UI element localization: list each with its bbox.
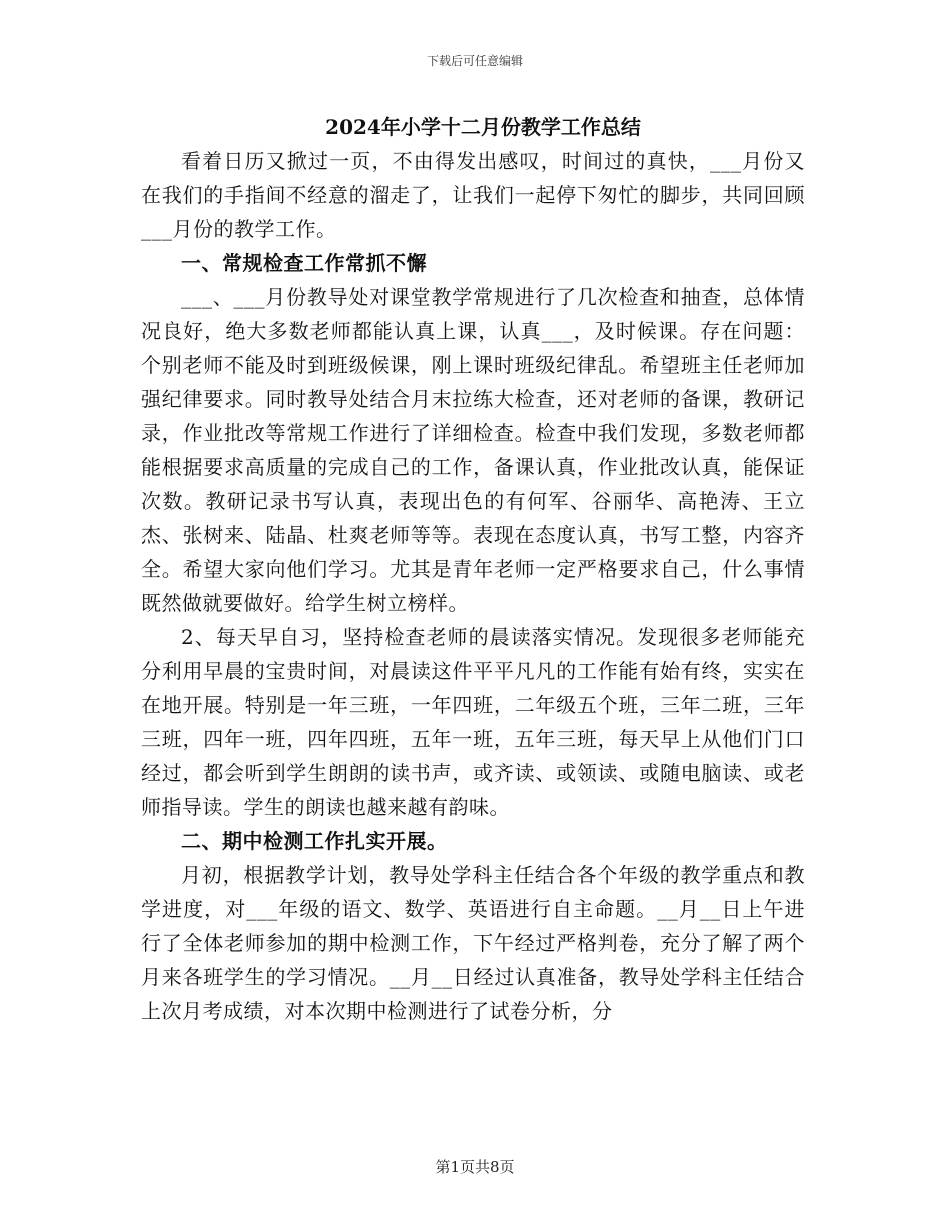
page-footer-number: 第1页共8页: [435, 1158, 515, 1176]
paragraph-midterm-exam: 月初，根据教学计划，教导处学科主任结合各个年级的教学重点和教学进度，对___年级的语文、数学、英语进行自主命题。__月__日上午进行了全体老师参加的期中检测工作，下午经过严格判卷，充分了解了两个月来各班学生的学习情况。__月__日经过认真准备，教导处学科主任结合上次月考成绩，对本次期中检测进行了试卷分析，分: [141, 863, 805, 1023]
paragraph-intro: 看着日历又掀过一页，不由得发出感叹，时间过的真快，___月份又在我们的手指间不经意的溜走了，让我们一起停下匆忙的脚步，共同回顾___月份的教学工作。: [141, 149, 805, 241]
document-title: 2024年小学十二月份教学工作总结: [325, 115, 641, 139]
section-heading-1: 一、常规检查工作常抓不懈: [181, 251, 427, 275]
paragraph-routine-checks: ___、___月份教导处对课堂教学常规进行了几次检查和抽查，总体情况良好，绝大多数老师都能认真上课，认真___，及时候课。存在问题：个别老师不能及时到班级候课，刚上课时班级纪律乱。希望班主任老师加强纪律要求。同时教导处结合月末拉练大检查，还对老师的备课，教研记录，作业批改等常规工作进行了详细检查。检查中我们发现，多数老师都能根据要求高质量的完成自己的工作，备课认真，作业批改认真，能保证次数。教研记录书写认真，表现出色的有何军、谷丽华、高艳涛、王立杰、张树来、陆晶、杜爽老师等等。表现在态度认真，书写工整，内容齐全。希望大家向他们学习。尤其是青年老师一定严格要求自己，什么事情既然做就要做好。给学生树立榜样。: [141, 285, 805, 615]
section-heading-2: 二、期中检测工作扎实开展。: [181, 829, 448, 853]
page-header-note: 下载后可任意编辑: [426, 54, 523, 68]
document-body: [141, 110, 805, 1028]
paragraph-morning-reading: 2、每天早自习，坚持检查老师的晨读落实情况。发现很多老师能充分利用早晨的宝贵时间，对晨读这件平平凡凡的工作能有始有终，实实在在地开展。特别是一年三班，一年四班，二年级五个班，三年二班，三年三班，四年一班，四年四班，五年一班，五年三班，每天早上从他们门口经过，都会听到学生朗朗的读书声，或齐读、或领读、或随电脑读、或老师指导读。学生的朗读也越来越有韵味。: [141, 625, 805, 819]
